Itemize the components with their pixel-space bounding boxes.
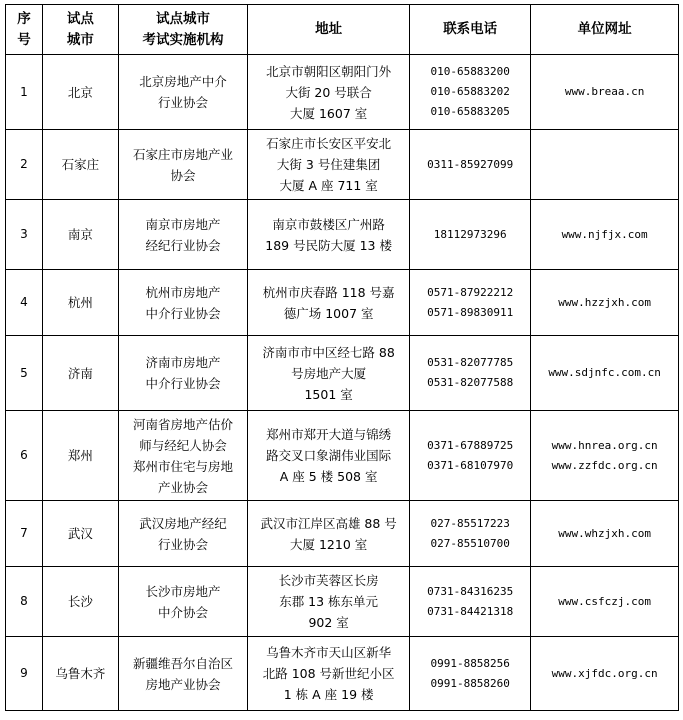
city-name: 石家庄 [42,130,118,200]
row-index: 3 [6,200,43,270]
organization-name: 石家庄市房地产业 协会 [118,130,247,200]
row-index: 6 [6,411,43,501]
row-index: 4 [6,270,43,336]
phone-numbers: 0371-67889725 0371-68107970 [410,411,531,501]
organization-name: 北京房地产中介 行业协会 [118,55,247,130]
website: www.whzjxh.com [531,501,679,567]
city-name: 杭州 [42,270,118,336]
header-organization: 试点城市 考试实施机构 [118,5,247,55]
city-name: 南京 [42,200,118,270]
phone-numbers: 18112973296 [410,200,531,270]
row-index: 7 [6,501,43,567]
address: 北京市朝阳区朝阳门外 大街 20 号联合 大厦 1607 室 [248,55,410,130]
website: www.njfjx.com [531,200,679,270]
table-row [6,567,679,637]
table-row [6,637,679,711]
organization-name: 南京市房地产 经纪行业协会 [118,200,247,270]
header-phone: 联系电话 [410,5,531,55]
city-name: 济南 [42,336,118,411]
address: 乌鲁木齐市天山区新华 北路 108 号新世纪小区 1 栋 A 座 19 楼 [248,637,410,711]
organization-name: 河南省房地产估价 师与经纪人协会 郑州市住宅与房地 产业协会 [118,411,247,501]
header-address: 地址 [248,5,410,55]
city-name: 郑州 [42,411,118,501]
organization-name: 济南市房地产 中介行业协会 [118,336,247,411]
website: www.hzzjxh.com [531,270,679,336]
phone-numbers: 0991-8858256 0991-8858260 [410,637,531,711]
website: www.breaa.cn [531,55,679,130]
organization-name: 杭州市房地产 中介行业协会 [118,270,247,336]
address: 郑州市郑开大道与锦绣 路交叉口象湖伟业国际 A 座 5 楼 508 室 [248,411,410,501]
city-name: 乌鲁木齐 [42,637,118,711]
organization-name: 长沙市房地产 中介协会 [118,567,247,637]
exam-institutions-table [5,4,679,711]
header-website: 单位网址 [531,5,679,55]
table-row [6,270,679,336]
table-header-row [6,5,679,55]
row-index: 2 [6,130,43,200]
website: www.xjfdc.org.cn [531,637,679,711]
row-index: 8 [6,567,43,637]
website [531,130,679,200]
city-name: 长沙 [42,567,118,637]
organization-name: 新疆维吾尔自治区 房地产业协会 [118,637,247,711]
organization-name: 武汉房地产经纪 行业协会 [118,501,247,567]
table-row [6,200,679,270]
table-row [6,411,679,501]
city-name: 武汉 [42,501,118,567]
table-row [6,501,679,567]
phone-numbers: 0731-84316235 0731-84421318 [410,567,531,637]
phone-numbers: 027-85517223 027-85510700 [410,501,531,567]
address: 武汉市江岸区高雄 88 号 大厦 1210 室 [248,501,410,567]
phone-numbers: 0311-85927099 [410,130,531,200]
row-index: 9 [6,637,43,711]
header-index: 序 号 [6,5,43,55]
phone-numbers: 0531-82077785 0531-82077588 [410,336,531,411]
address: 杭州市庆春路 118 号嘉 德广场 1007 室 [248,270,410,336]
address: 长沙市芙蓉区长房 东郡 13 栋东单元 902 室 [248,567,410,637]
website: www.sdjnfc.com.cn [531,336,679,411]
address: 石家庄市长安区平安北 大街 3 号住建集团 大厦 A 座 711 室 [248,130,410,200]
website: www.hnrea.org.cn www.zzfdc.org.cn [531,411,679,501]
address: 南京市鼓楼区广州路 189 号民防大厦 13 楼 [248,200,410,270]
table-row [6,130,679,200]
header-city: 试点 城市 [42,5,118,55]
address: 济南市市中区经七路 88 号房地产大厦 1501 室 [248,336,410,411]
row-index: 1 [6,55,43,130]
phone-numbers: 010-65883200 010-65883202 010-65883205 [410,55,531,130]
table-row [6,336,679,411]
table-row [6,55,679,130]
phone-numbers: 0571-87922212 0571-89830911 [410,270,531,336]
row-index: 5 [6,336,43,411]
city-name: 北京 [42,55,118,130]
website: www.csfczj.com [531,567,679,637]
